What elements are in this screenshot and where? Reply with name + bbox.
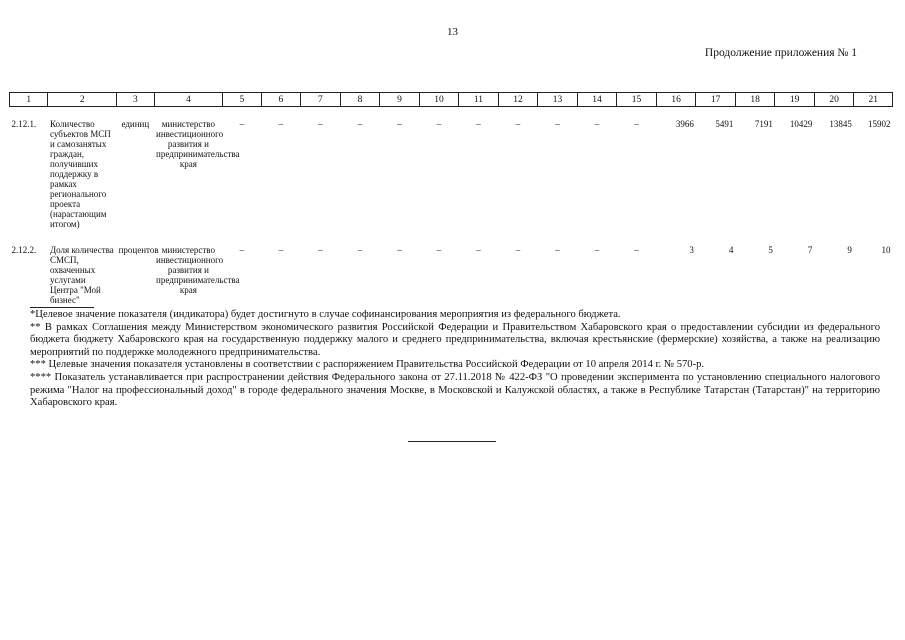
indicators-table [9, 92, 893, 311]
footnote: *** Целевые значения показателя установлены в соответствии с распоряжением Правительства Российской Федерации от 10 апреля 2014 г. № 570-р. [30, 359, 705, 371]
value-cell: – [476, 245, 481, 255]
column-number: 15 [617, 93, 657, 107]
value-cell: – [515, 245, 521, 255]
column-number: 20 [814, 93, 854, 107]
value-cell: – [278, 119, 284, 129]
value-cell: – [239, 119, 245, 129]
value-cell: 3966 [675, 119, 694, 129]
value-cell: – [239, 245, 245, 255]
indicator-name: Количество субъектов МСП и самозанятых граждан, получивших поддержку в рамках регионального проекта (нарастающим итогом) [49, 119, 111, 229]
footnote-separator [30, 307, 94, 308]
column-number: 14 [577, 93, 617, 107]
value-cell: – [357, 119, 363, 129]
page-number: 13 [447, 26, 458, 38]
column-number: 16 [656, 93, 696, 107]
column-number: 10 [419, 93, 459, 107]
row-code: 2.12.2. [11, 245, 37, 255]
value-cell: – [594, 119, 600, 129]
value-cell: – [436, 245, 442, 255]
value-cell: 9 [847, 245, 852, 255]
column-number: 1 [10, 93, 48, 107]
value-cell: – [318, 119, 323, 129]
value-cell: 3 [689, 245, 694, 255]
value-cell: 7 [807, 245, 813, 255]
value-cell: – [397, 245, 402, 255]
value-cell: 13845 [829, 119, 852, 129]
unit-cell: единиц [121, 119, 150, 129]
value-cell: – [634, 245, 639, 255]
column-number: 12 [498, 93, 538, 107]
footnotes [30, 309, 880, 410]
column-number: 5 [223, 93, 261, 107]
value-cell: 15902 [868, 119, 891, 129]
column-number: 19 [775, 93, 815, 107]
column-number: 4 [154, 93, 223, 107]
column-number: 7 [301, 93, 341, 107]
value-cell: – [555, 119, 560, 129]
column-number: 17 [696, 93, 736, 107]
column-number: 9 [380, 93, 420, 107]
column-number: 2 [48, 93, 117, 107]
column-number-row [10, 93, 893, 107]
value-cell: – [476, 119, 481, 129]
value-cell: 10 [881, 245, 891, 255]
responsible-cell: министерство инвестиционного развития и предпринимательства края [156, 245, 240, 295]
value-cell: 5 [768, 245, 773, 255]
value-cell: – [594, 245, 600, 255]
responsible-cell: министерство инвестиционного развития и предпринимательства края [156, 119, 240, 169]
column-number: 21 [854, 93, 893, 107]
value-cell: – [555, 245, 560, 255]
indicator-name: Доля количества СМСП, охваченных услугами Центра "Мой бизнес" [49, 245, 114, 305]
table-row [10, 235, 893, 311]
unit-cell: процентов [118, 245, 159, 255]
value-cell: 10429 [789, 119, 813, 129]
value-cell: – [515, 119, 521, 129]
value-cell: – [436, 119, 442, 129]
value-cell: 5491 [715, 119, 734, 129]
column-number: 13 [538, 93, 578, 107]
footnote: *Целевое значение показателя (индикатора) будет достигнуто в случае софинансирования мероприятия из федерального бюджета. [30, 309, 621, 320]
column-number: 6 [261, 93, 301, 107]
value-cell: – [318, 245, 323, 255]
column-number: 8 [340, 93, 380, 107]
row-code: 2.12.1. [11, 119, 37, 129]
continuation-caption: Продолжение приложения № 1 [704, 47, 857, 59]
end-separator [408, 441, 496, 442]
footnote: **** Показатель устанавливается при распространении действия Федерального закона от 27.11.2018 № 422-ФЗ "О проведении эксперимента по установлению специального налогового режима "Налог на профессиональный доход" в городе федерального значения Москве, в Московской и Калужской областях, а также в Республике Татарстан (Татарстан)" на территорию Хабаровского края. [30, 371, 880, 409]
value-cell: – [634, 119, 639, 129]
column-number: 3 [117, 93, 154, 107]
column-number: 11 [459, 93, 499, 107]
value-cell: – [278, 245, 284, 255]
table-row [10, 107, 893, 236]
value-cell: 4 [728, 245, 734, 255]
column-number: 18 [735, 93, 775, 107]
value-cell: – [357, 245, 363, 255]
footnote: ** В рамках Соглашения между Министерством экономического развития Российской Федерации и Правительством Хабаровского края о предоставлении субсидии из федерального бюджета бюджету Хабаровского края на государственную поддержку малого и среднего предпринимательства, включая крестьянские (фермерские) хозяйства, а также на реализацию мероприятий по поддержке молодежного предпринимательства. [30, 321, 880, 358]
value-cell: 7191 [754, 119, 773, 129]
value-cell: – [397, 119, 402, 129]
